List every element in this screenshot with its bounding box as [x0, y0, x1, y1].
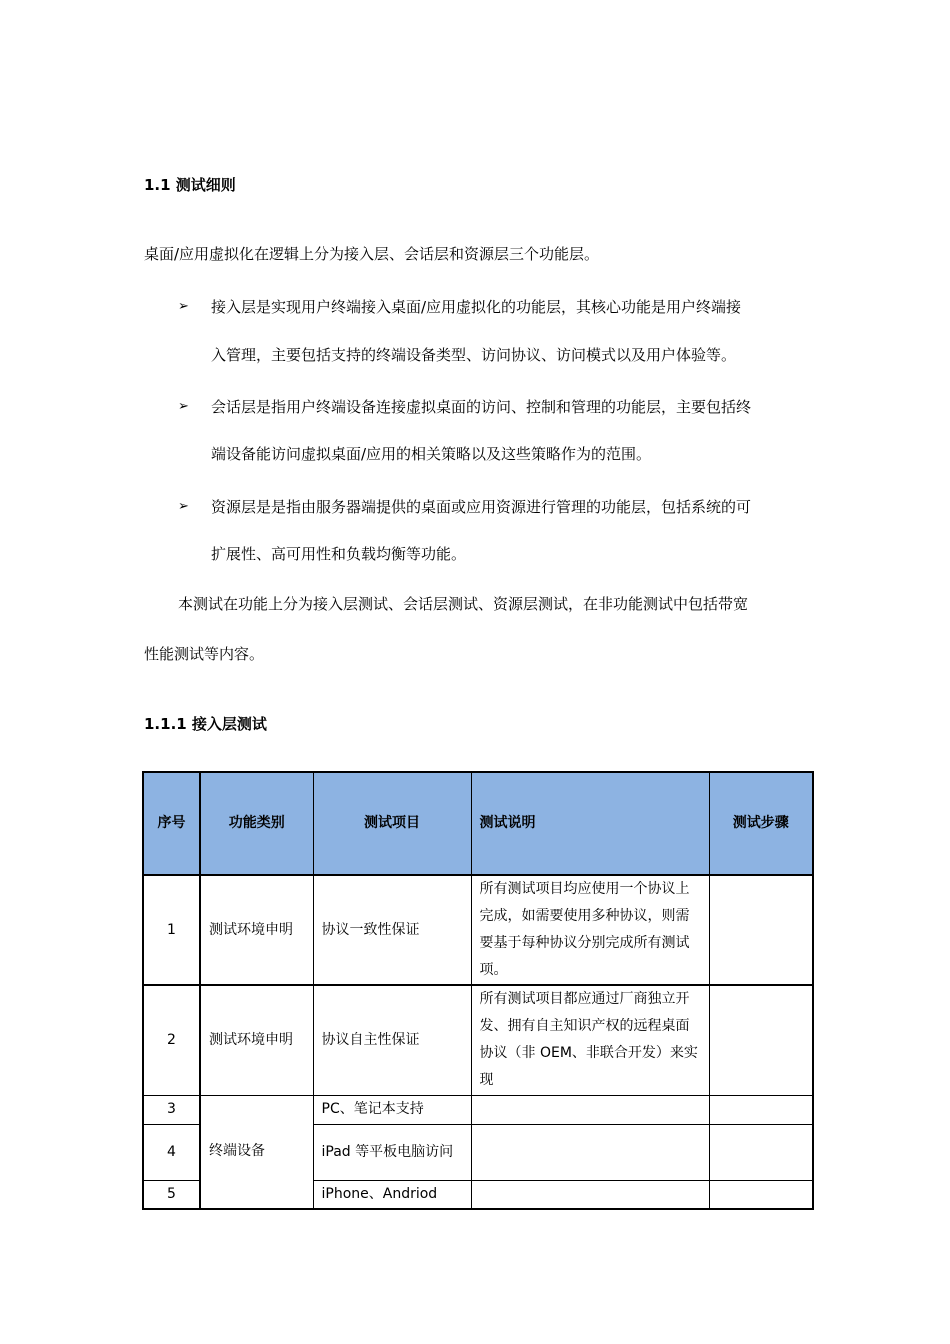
cell-item: iPad 等平板电脑访问 — [313, 1124, 471, 1180]
cell-desc — [471, 1180, 709, 1209]
bullet-1-line-2: 入管理，主要包括支持的终端设备类型、访问协议、访问模式以及用户体验等。 — [211, 346, 737, 364]
cell-desc — [471, 1124, 709, 1180]
cell-no: 2 — [143, 985, 200, 1095]
cell-steps — [709, 985, 813, 1095]
bullet-3-line-1: 资源层是是指由服务器端提供的桌面或应用资源进行管理的功能层，包括系统的可 — [211, 498, 752, 516]
bullet-arrow-icon: ➢ — [178, 299, 189, 314]
cell-no: 1 — [143, 875, 200, 985]
cell-no: 5 — [143, 1180, 200, 1209]
cell-desc: 所有测试项目都应通过厂商独立开发、拥有自主知识产权的远程桌面协议（非 OEM、非联合开发）来实现 — [471, 985, 709, 1095]
cell-steps — [709, 1095, 813, 1124]
cell-desc — [471, 1095, 709, 1124]
cell-steps — [709, 1180, 813, 1209]
cell-category: 测试环境申明 — [200, 985, 313, 1095]
cell-item: 协议一致性保证 — [313, 875, 471, 985]
bullet-arrow-icon: ➢ — [178, 399, 189, 414]
summary-line-2: 性能测试等内容。 — [144, 645, 265, 663]
intro-paragraph: 桌面/应用虚拟化在逻辑上分为接入层、会话层和资源层三个功能层。 — [144, 245, 600, 263]
cell-item: PC、笔记本支持 — [313, 1095, 471, 1124]
cell-steps — [709, 875, 813, 985]
bullet-2-line-2: 端设备能访问虚拟桌面/应用的相关策略以及这些策略作为的范围。 — [211, 445, 652, 463]
bullet-3-line-2: 扩展性、高可用性和负载均衡等功能。 — [211, 545, 467, 563]
header-item: 测试项目 — [313, 772, 471, 875]
bullet-2-line-1: 会话层是指用户终端设备连接虚拟桌面的访问、控制和管理的功能层，主要包括终 — [211, 398, 752, 416]
cell-no: 3 — [143, 1095, 200, 1124]
cell-category: 测试环境申明 — [200, 875, 313, 985]
header-category: 功能类别 — [200, 772, 313, 875]
bullet-arrow-icon: ➢ — [178, 499, 189, 514]
cell-desc: 所有测试项目均应使用一个协议上完成，如需要使用多种协议，则需要基于每种协议分别完成所有测试项。 — [471, 875, 709, 985]
header-desc: 测试说明 — [471, 772, 709, 875]
table-row — [143, 985, 813, 1095]
table-header-row — [143, 772, 813, 875]
test-table — [142, 771, 814, 1210]
subsection-heading: 1.1.1 接入层测试 — [144, 715, 267, 733]
cell-item: iPhone、Andriod — [313, 1180, 471, 1209]
table-row — [143, 1095, 813, 1124]
section-heading: 1.1 测试细则 — [144, 176, 236, 194]
cell-no: 4 — [143, 1124, 200, 1180]
table-row — [143, 875, 813, 985]
cell-category: 终端设备 — [200, 1095, 313, 1209]
bullet-1-line-1: 接入层是实现用户终端接入桌面/应用虚拟化的功能层，其核心功能是用户终端接 — [211, 298, 742, 316]
summary-line-1: 本测试在功能上分为接入层测试、会话层测试、资源层测试，在非功能测试中包括带宽 — [178, 595, 749, 613]
cell-item: 协议自主性保证 — [313, 985, 471, 1095]
cell-steps — [709, 1124, 813, 1180]
header-no: 序号 — [143, 772, 200, 875]
header-steps: 测试步骤 — [709, 772, 813, 875]
